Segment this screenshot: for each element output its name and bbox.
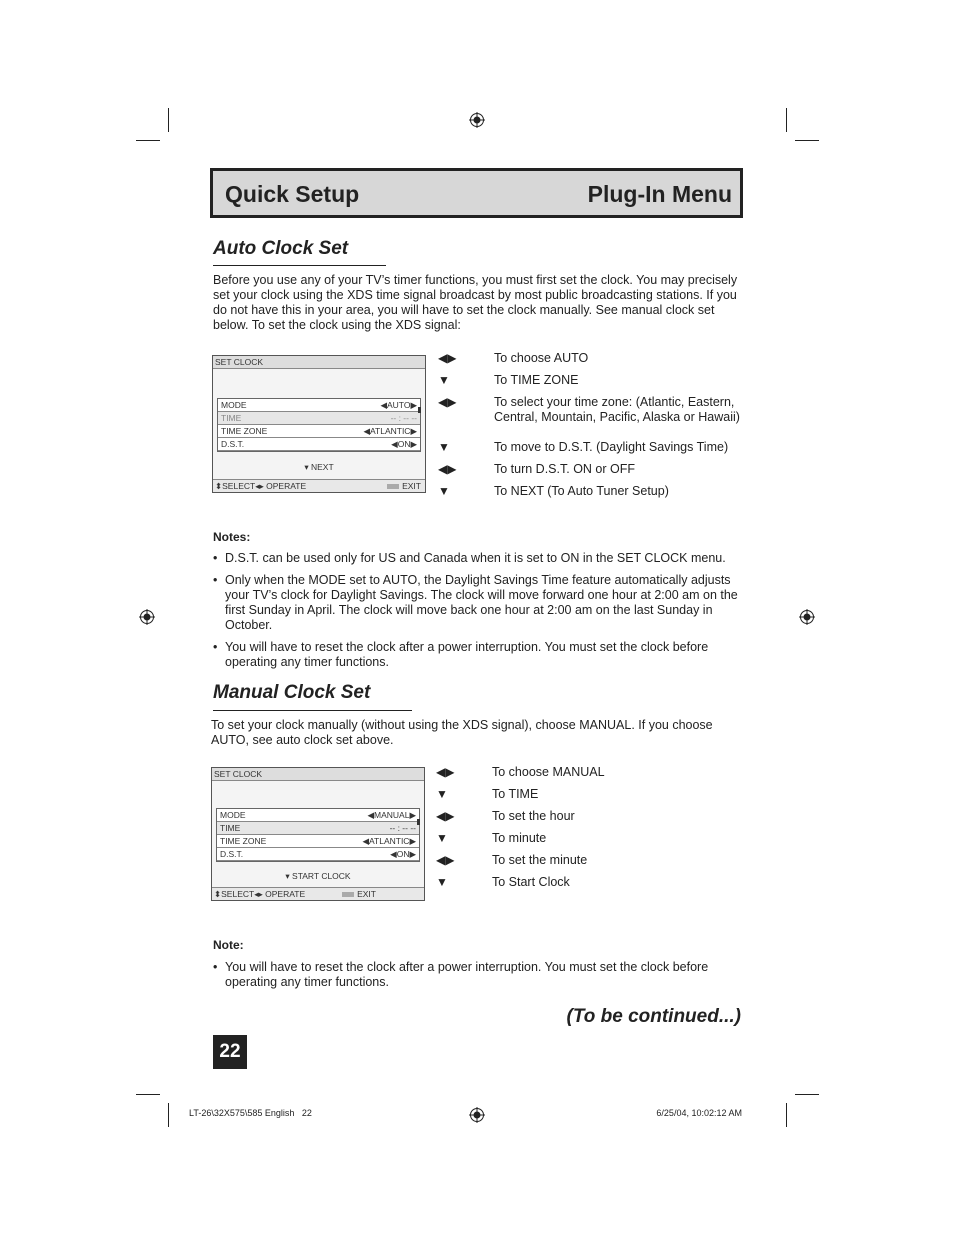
menu-rows [216, 808, 420, 862]
crop-mark [136, 140, 160, 141]
updown-icon: ⬍ [215, 481, 223, 491]
menu-title: SET CLOCK [213, 356, 425, 369]
to-be-continued: (To be continued...) [566, 1006, 741, 1027]
crop-mark [168, 108, 169, 132]
crop-mark [795, 140, 819, 141]
header-right-title: Plug-In Menu [587, 181, 732, 207]
scroll-marker [417, 819, 420, 825]
set-clock-menu-auto [212, 355, 426, 493]
menu-button-icon [387, 484, 399, 489]
crop-mark [136, 1094, 160, 1095]
left-right-arrows-icon: ◀▶ [438, 395, 457, 409]
menu-row-time: TIME -- : -- -- [217, 822, 419, 835]
down-arrow-icon: ▼ [438, 373, 450, 387]
down-arrow-icon: ▼ [438, 484, 450, 498]
leftright-icon: ◂▸ [255, 481, 264, 491]
down-arrow-icon: ▼ [436, 831, 448, 845]
down-arrow-icon: ▼ [436, 875, 448, 889]
menu-button-icon [342, 892, 354, 897]
menu-row-mode: MODE ◀AUTO▶ [218, 399, 420, 412]
auto-intro-paragraph: Before you use any of your TV’s timer functions, you must first set the clock. You may precisely set your clock using the XDS time signal broadcast by most public broadcasting stations. If you do not have this in your area, you will have to set the clock manually. See manual clock set below. To set the clock using the XDS signal: [213, 273, 738, 332]
scroll-marker [418, 407, 421, 413]
menu-footer: ⬍SELECT◂▸ OPERATE EXIT [212, 887, 424, 900]
set-clock-menu-manual [211, 767, 425, 901]
notes-heading: Notes: [213, 530, 251, 544]
crop-mark [786, 1103, 787, 1127]
menu-title: SET CLOCK [212, 768, 424, 781]
down-arrow-icon: ▼ [438, 440, 450, 454]
auto-clock-set-title: Auto Clock Set [213, 238, 349, 259]
section-underline [213, 710, 412, 711]
left-right-arrows-icon: ◀▶ [438, 462, 457, 476]
menu-row-dst: D.S.T. ◀ON▶ [217, 848, 419, 861]
menu-footer: ⬍SELECT◂▸ OPERATE EXIT [213, 479, 425, 492]
down-arrow-icon: ▼ [436, 787, 448, 801]
section-underline [213, 265, 386, 266]
footer-file-info: LT-26\32X575\585 English 22 [189, 1108, 312, 1118]
menu-row-time: TIME -- : -- -- [218, 412, 420, 425]
header-left-title: Quick Setup [225, 181, 360, 207]
registration-mark-icon [469, 112, 485, 128]
menu-rows [217, 398, 421, 452]
crop-mark [795, 1094, 819, 1095]
left-right-arrows-icon: ◀▶ [436, 809, 455, 823]
manual-clock-set-title: Manual Clock Set [213, 682, 371, 703]
page-number: 22 [213, 1035, 247, 1069]
leftright-icon: ◂▸ [254, 889, 263, 899]
crop-mark [786, 108, 787, 132]
left-right-arrows-icon: ◀▶ [438, 351, 457, 365]
menu-row-time-zone: TIME ZONE ◀ATLANTIC▶ [217, 835, 419, 848]
left-right-arrows-icon: ◀▶ [436, 765, 455, 779]
crop-mark [168, 1103, 169, 1127]
registration-mark-icon [139, 609, 155, 625]
page-header [210, 168, 743, 218]
note-heading: Note: [213, 938, 244, 952]
updown-icon: ⬍ [214, 889, 222, 899]
menu-start-clock: ▾ START CLOCK [285, 871, 351, 881]
menu-row-dst: D.S.T. ◀ON▶ [218, 438, 420, 451]
left-right-arrows-icon: ◀▶ [436, 853, 455, 867]
menu-next: ▾ NEXT [304, 462, 334, 472]
menu-row-time-zone: TIME ZONE ◀ATLANTIC▶ [218, 425, 420, 438]
registration-mark-icon [469, 1107, 485, 1123]
menu-row-mode: MODE ◀MANUAL▶ [217, 809, 419, 822]
registration-mark-icon [799, 609, 815, 625]
manual-intro-paragraph: To set your clock manually (without using the XDS signal), choose MANUAL. If you choose AUTO, see auto clock set above. [211, 718, 713, 747]
footer-timestamp: 6/25/04, 10:02:12 AM [656, 1108, 742, 1118]
